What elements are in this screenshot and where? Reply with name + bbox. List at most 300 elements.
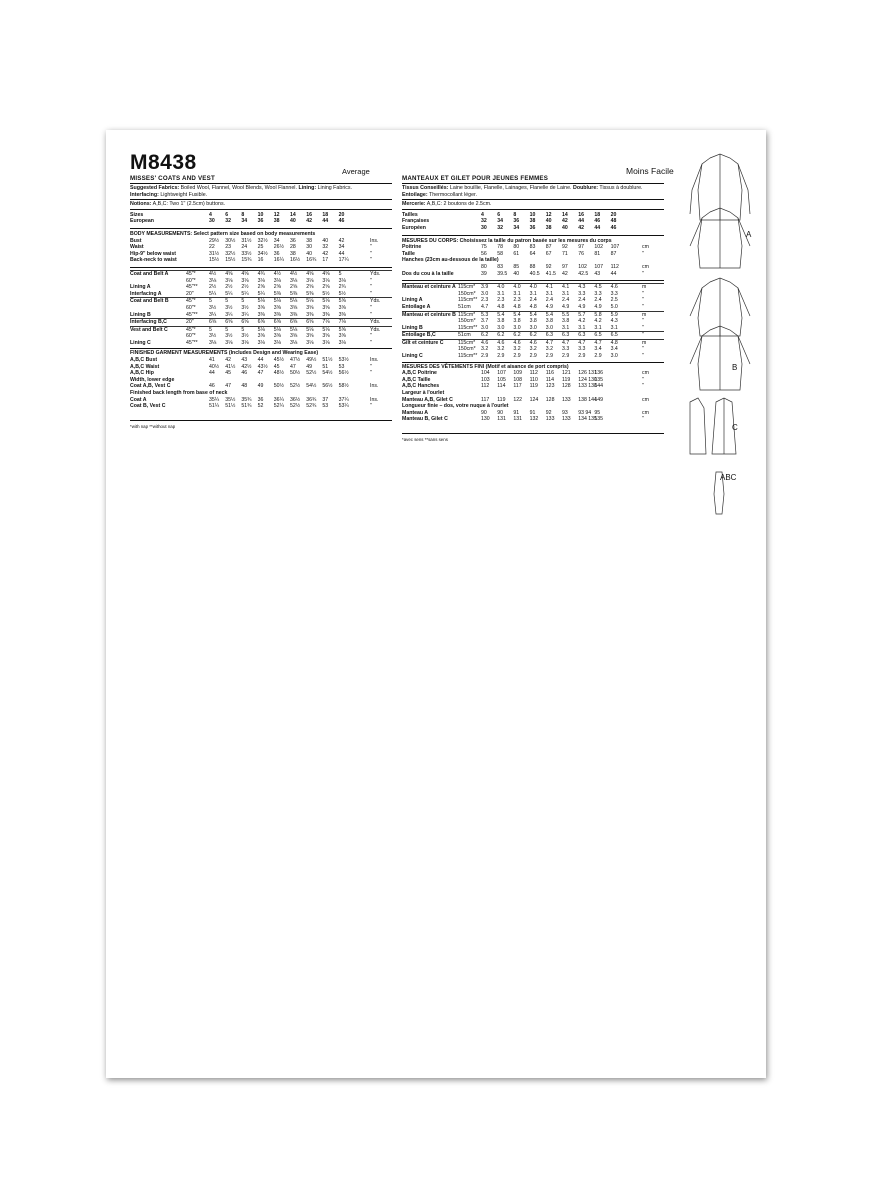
fr-body-row-cell: 92 — [562, 244, 568, 251]
en-fabric-row: Lining B 45"** 3¼ 3¼ 3¼ 3⅜ 3⅜ 3⅜ 3⅜ 3⅜ 3⅜ " — [130, 311, 372, 318]
en-finished-row-cell: 51½ — [322, 357, 333, 364]
en-body-row-cell: 36 — [273, 250, 280, 257]
en-finished-row-cell: 42 — [225, 357, 231, 364]
en-body-row-cell: 15½ — [209, 257, 220, 264]
en-european-row-cell: 46 — [338, 218, 345, 225]
en-fabric-row-cell: 3⅛ — [290, 339, 298, 346]
en-sizes-row-cell: 6 — [225, 211, 229, 218]
en-fabric-row-cell: 6⅝ — [257, 319, 265, 326]
fr-sizes-row-cell: 8 — [513, 211, 517, 218]
en-finished-row-cell: 47 — [225, 383, 231, 390]
fr-body-row-cell: 39 — [481, 270, 487, 277]
en-body-row-cell: 17 — [322, 257, 329, 264]
en-rule-4 — [130, 267, 392, 268]
en-body-row-cell: 32½ — [225, 250, 236, 257]
en-finished-row-cell: 40½ — [209, 363, 220, 370]
en-european-row-cell: 34 — [241, 218, 248, 225]
en-body-row-cell: 31½ — [241, 237, 252, 244]
en-fabric-row-cell: 3⅛ — [225, 339, 233, 346]
fr-finished-row: Manteau A 90 90 91 91 92 93 93 94 95 cm — [402, 409, 649, 416]
en-european-row: European 30 32 34 36 38 40 42 44 46 — [130, 218, 345, 225]
en-body-row-cell: 15¾ — [241, 257, 252, 264]
en-fabric-row-cell: 2¾ — [338, 284, 346, 291]
fr-fabric-row-cell: 3.1 — [562, 324, 570, 331]
figure-label-c: C — [732, 423, 738, 432]
fr-fabric-row: Entoilage B,C 51cm 6.2 6.2 6.2 6.2 6.3 6.3 6.3 6.5 6.5 " — [402, 331, 664, 339]
en-fabric-row-cell: 3⅝ — [322, 304, 330, 311]
en-body-row-cell: 40 — [322, 237, 329, 244]
fr-fabric-row-cell: 5.4 — [497, 311, 505, 318]
fr-finished-row-cell: 109 — [513, 370, 523, 377]
en-body-row: Bust 29½ 30½ 31½ 32½ 34 36 38 40 42 Ins. — [130, 237, 379, 244]
fr-fabric-row-cell: 6.3 — [562, 332, 570, 339]
fr-francaises-row-cell: 34 — [497, 218, 503, 225]
fr-fabric-row-cell: 2.4 — [545, 297, 554, 304]
figure-label-abc: ABC — [720, 473, 737, 482]
en-finished-row-cell: 52½ — [290, 383, 301, 390]
fr-fabric-row-cell: 4.1 — [562, 284, 570, 291]
fr-fabric-row-cell: 2.9 — [578, 353, 586, 360]
fr-francaises-row-cell: 48 — [610, 218, 617, 225]
fr-body-row-cell: 44 — [610, 270, 617, 277]
en-finished-row: Coat A,B, Vest C 46 47 48 49 50½ 52½ 54½ 56½ 58½ Ins. — [130, 383, 379, 390]
figure-label-a: A — [746, 230, 752, 239]
en-finished-row-cell: 48½ — [273, 370, 284, 377]
vest-c-sketch — [690, 398, 736, 454]
en-body-row: Back-neck to waist 15½ 15½ 15¾ 16 16¼ 16½ 16¾ 17 17¼ " — [130, 257, 372, 264]
fr-fabric-row-cell: 2.9 — [513, 353, 521, 360]
en-sizes-row-cell: 12 — [273, 211, 280, 218]
en-fabric-row-cell: 5 — [209, 298, 212, 305]
en-body-row-cell: 44 — [338, 250, 345, 257]
fr-fabric-row: 150cm* 3.2 3.2 3.2 3.2 3.2 3.3 3.3 3.4 3.4 " — [458, 346, 644, 353]
en-fabric-row-cell: 6⅝ — [241, 319, 249, 326]
fr-european-row-cell: 30 — [481, 224, 487, 231]
fr-fabric-row-cell: 4.7 — [578, 339, 586, 346]
en-body-row-cell: 42 — [338, 237, 345, 244]
fr-finished-row-cell: 110 — [529, 376, 538, 383]
en-body-row-cell: 34 — [273, 237, 280, 244]
fr-european-row-cell: 38 — [545, 224, 552, 231]
en-finished-row: Coat B, Vest C 51¼ 51½ 51¾ 52 52¼ 52½ 52¾ 53 53¼ " — [130, 403, 372, 410]
pattern-number: M8438 — [130, 151, 197, 174]
en-finished-row-cell: 53 — [338, 363, 345, 370]
fr-fabric-row-cell: 3.7 — [481, 318, 489, 325]
fr-fabric-row-cell: 4.0 — [529, 284, 537, 291]
fr-finished-row-cell: 133 — [545, 416, 555, 423]
fr-fabric-row-cell: 3.1 — [497, 290, 505, 297]
fr-body-row-cell: 87 — [545, 244, 552, 251]
en-european-row-cell: 30 — [209, 218, 215, 225]
fr-body-row-cell: 67 — [545, 250, 552, 257]
fr-fabric-row-cell: 3.3 — [610, 290, 618, 297]
fr-european-row-cell: 34 — [513, 224, 520, 231]
en-body-row-cell: 34 — [338, 244, 345, 251]
fr-finished-row-cell: 131 — [497, 416, 506, 423]
en-finished-row: A,B,C Waist 40½ 41½ 42½ 43½ 45 47 49 51 53 " — [130, 363, 372, 370]
en-finished-row-cell: 41½ — [225, 363, 236, 370]
en-finished-row-cell: 54½ — [306, 383, 317, 390]
fr-fabric-row-cell: 2.4 — [529, 297, 537, 304]
fr-francaises-row: Françaises 32 34 36 38 40 42 44 46 48 — [402, 218, 617, 225]
en-body-row-cell: 26½ — [273, 244, 284, 251]
en-finished-row-cell: 52½ — [290, 403, 301, 410]
fr-fabric-row-cell: 2.9 — [594, 353, 602, 360]
en-finished-row: Width, lower edge — [130, 376, 175, 383]
fr-francaises-row-cell: 46 — [594, 218, 601, 225]
fr-fabric-row-cell: 3.1 — [529, 290, 537, 297]
en-fabric-row-cell: 6⅝ — [290, 319, 298, 326]
en-fabric-row-cell: 3½ — [225, 304, 233, 311]
en-finished-row-cell: 43½ — [257, 363, 268, 370]
en-finished-row-cell: 46 — [209, 383, 215, 390]
fr-fabric-row-cell: 2.9 — [497, 353, 505, 360]
fr-finished-row-cell: 130 — [481, 416, 490, 423]
en-sizes-row-cell: 10 — [257, 211, 264, 218]
fr-fabric-row-cell: 6.2 — [513, 332, 521, 339]
fr-body-row-cell: 39.5 — [497, 270, 508, 277]
en-rule-2 — [130, 209, 392, 210]
en-european-row-cell: 40 — [290, 218, 296, 225]
fr-body-row-cell: 40 — [513, 270, 520, 277]
en-fabric-row-cell: 2⅝ — [290, 284, 298, 291]
fr-body-row-cell: 78 — [497, 244, 503, 251]
fr-finished-row-cell: 124 130 — [578, 376, 597, 383]
en-fabric-row-cell: 3¼ — [241, 311, 249, 318]
fr-fabric-row: 150cm* 3.0 3.1 3.1 3.1 3.1 3.1 3.3 3.3 3.3 " — [458, 290, 644, 297]
fr-finished-row-cell: 131 — [513, 416, 523, 423]
fr-fabric-row-cell: 4.7 — [562, 339, 570, 346]
fr-finished-row-cell: 134 135 — [578, 416, 597, 423]
fr-finished-row-cell: 105 — [497, 376, 506, 383]
en-fabric-row-cell: 5⅜ — [306, 290, 314, 297]
fr-finished-row-cell: 90 — [481, 409, 487, 416]
en-fabric-row-cell: 5⅝ — [338, 326, 346, 333]
fr-finished-row-cell: 112 — [529, 370, 538, 377]
en-fabric-row-cell: 3⅛ — [225, 277, 233, 284]
en-fabric-row-cell: 3⅛ — [241, 339, 249, 346]
fr-fabric-row-cell: 3.8 — [497, 318, 505, 325]
fr-fabric-row-cell: 6.5 — [610, 332, 618, 339]
fr-sizes-row-cell: 20 — [610, 211, 617, 218]
en-rule-6 — [130, 420, 392, 421]
en-finished-row: Coat A 35¼ 35½ 35¾ 36 36¼ 36½ 36¾ 37 37¼ Ins. — [130, 396, 379, 403]
en-fabric-row-cell: 3⅜ — [322, 311, 330, 318]
fr-body-row-cell: 42.5 — [578, 270, 589, 277]
en-fabric-row-cell: 4¾ — [257, 270, 265, 277]
fr-francaises-row-cell: 42 — [562, 218, 568, 225]
fr-finished-row-cell: 133 138 — [578, 383, 597, 390]
fr-body-row-cell: 80 — [481, 263, 487, 270]
fr-fabric-row-cell: 6.2 — [481, 332, 489, 339]
fr-sizes-row-cell: 6 — [497, 211, 501, 218]
fr-body-row-cell: 87 — [610, 250, 617, 257]
fr-fabric-row-cell: 4.8 — [529, 303, 537, 310]
en-fabric-row-cell: 5¼ — [225, 290, 233, 297]
fr-fabric-row-cell: 4.6 — [481, 339, 489, 346]
en-body-row-cell: 32½ — [257, 237, 268, 244]
fr-fabric-row-cell: 2.9 — [529, 353, 537, 360]
en-fabric-row-cell: 3⅛ — [338, 277, 346, 284]
en-body-row-cell: 16½ — [290, 257, 301, 264]
en-fabric-row-cell: 2½ — [225, 284, 233, 291]
en-body-row-cell: 42 — [322, 250, 329, 257]
en-finished-row-cell: 36 — [257, 396, 264, 403]
fr-finished-row-cell: 126 131 — [578, 370, 597, 377]
fr-european-row-cell: 42 — [578, 224, 584, 231]
en-body-row-cell: 22 — [209, 244, 215, 251]
en-footnote: *with nap **without nap — [130, 423, 176, 429]
en-fabric-row-cell: 3⅛ — [306, 339, 314, 346]
fr-finished-row-cell: 128 — [545, 396, 555, 403]
fr-fabric-row-cell: 3.8 — [545, 318, 554, 325]
fr-fabric-row-cell: 2.4 — [594, 297, 602, 304]
en-body-row: Waist 22 23 24 25 26½ 28 30 32 34 " — [130, 244, 372, 251]
fr-body-row: Dos du cou à la taille 39 39.5 40 40.5 41.5 42 42.5 43 44 " — [402, 270, 644, 277]
en-finished-row-cell: 47½ — [290, 357, 301, 364]
fr-francaises-row-cell: 38 — [529, 218, 536, 225]
en-body-row-cell: 38 — [290, 250, 296, 257]
en-fabric-row: Lining A 45"** 2½ 2½ 2½ 2⅝ 2⅝ 2⅝ 2⅝ 2⅝ 2¾ " — [130, 284, 372, 291]
en-finished-row-cell: 37¼ — [338, 396, 349, 403]
fr-fabric-row: 150cm* 3.7 3.8 3.8 3.8 3.8 3.8 4.2 4.2 4.3 " — [458, 318, 644, 325]
fr-rule-5 — [402, 362, 664, 363]
en-finished-row-cell: 54½ — [322, 370, 333, 377]
en-fabric-row-cell: 3⅛ — [322, 339, 330, 346]
fr-fabric-row-cell: 5.4 — [513, 311, 521, 318]
en-fabric-row-cell: 4⅝ — [322, 270, 330, 277]
en-finished-row-cell: 43 — [241, 357, 248, 364]
fr-fabric-row-cell: 3.2 — [481, 346, 489, 353]
en-fabric-row-cell: 4⅝ — [306, 270, 314, 277]
fr-fabric-row-cell: 6.3 — [578, 332, 586, 339]
fr-fabric-row-cell: 3.1 — [545, 290, 554, 297]
fr-rule-2 — [402, 209, 664, 210]
en-fabric-row-cell: 3⅜ — [338, 311, 346, 318]
fr-sizes-row-cell: 4 — [481, 211, 484, 218]
fr-body-row-cell: 102 — [578, 263, 587, 270]
fr-fabric-row-cell: 4.2 — [578, 318, 586, 325]
fr-notions: Mercerie: A,B,C: 2 boutons de 2.5cm. — [402, 201, 492, 208]
fr-finished-row-cell: 117 — [481, 396, 490, 403]
fr-fabric-row-cell: 4.0 — [513, 284, 521, 291]
en-fabric-row-cell: 3⅛ — [290, 277, 298, 284]
fr-finished-row-cell: 91 — [513, 409, 520, 416]
fr-fabric-row-cell: 4.0 — [497, 284, 505, 291]
en-rule-3 — [130, 228, 392, 229]
en-body-row-cell: 16¾ — [306, 257, 317, 264]
fr-fabric-row-cell: 2.9 — [545, 353, 554, 360]
difficulty-fr: Moins Facile — [626, 166, 674, 176]
fr-fabric-row-cell: 6.5 — [594, 332, 602, 339]
en-fabric-row-cell: 3⅛ — [306, 277, 314, 284]
en-fabric-row-cell: 3⅝ — [338, 333, 346, 340]
en-fabric-row-cell: 5⅛ — [306, 298, 314, 305]
fr-body-row-cell: 107 — [594, 263, 604, 270]
fr-finished-row-cell: 91 — [529, 409, 536, 416]
fr-fabric-row-cell: 4.7 — [481, 303, 489, 310]
fr-finished-head: MESURES DES VÊTEMENTS FINI (Motif et aisance de port compris) — [402, 363, 569, 370]
fr-european-row-cell: 44 — [594, 224, 601, 231]
fr-fabric-row-cell: 3.0 — [497, 324, 505, 331]
fr-fabric-row-cell: 5.7 — [578, 311, 586, 318]
fr-finished-row-cell: 119 — [529, 383, 538, 390]
en-finished-row-cell: 49 — [257, 383, 264, 390]
en-fabric-row-cell: 5 — [241, 326, 245, 333]
en-body-row-cell: 34½ — [257, 250, 268, 257]
en-fabric-row-cell: 4⅝ — [225, 270, 233, 277]
fr-finished-row-cell: 121 — [562, 370, 571, 377]
en-finished-row: A,B,C Bust 41 42 43 44 45½ 47½ 49½ 51½ 53½ Ins. — [130, 357, 379, 364]
en-european-row-cell: 38 — [273, 218, 280, 225]
fr-finished-row-cell: 93 94 — [578, 409, 592, 416]
fr-fabric-row-cell: 5.4 — [545, 311, 554, 318]
fr-fabric-row-cell: 3.0 — [529, 324, 537, 331]
fr-fabric-row-cell: 5.8 — [594, 311, 602, 318]
en-finished-row-cell: 46 — [241, 370, 248, 377]
fr-fabric-row-cell: 3.3 — [594, 290, 602, 297]
en-fabric-row-cell: 4⅝ — [241, 270, 249, 277]
en-body-row-cell: 32 — [322, 244, 329, 251]
fr-fabric-row-cell: 4.5 — [594, 284, 602, 291]
en-fabric-row-cell: 3⅝ — [273, 304, 282, 311]
en-fabric-row-cell: 5 — [225, 298, 229, 305]
en-body-row-cell: 30½ — [225, 237, 236, 244]
fr-fabric-row-cell: 4.9 — [545, 303, 554, 310]
en-fabric-row-cell: 3⅛ — [209, 339, 217, 346]
en-fabric-row: Interfacing A 20" 5¼ 5¼ 5¼ 5¼ 5⅜ 5⅜ 5⅜ 5½ 5½ " — [130, 290, 372, 297]
fr-sizes-row-cell: 14 — [562, 211, 568, 218]
fr-finished-row-cell: 136 — [594, 370, 604, 377]
en-finished-row-cell: 56½ — [322, 383, 333, 390]
en-fabric-row-cell: 5½ — [338, 290, 346, 297]
en-fabric-row: 60"* 3½ 3½ 3½ 3⅝ 3⅝ 3⅝ 3⅝ 3⅝ 3⅝ " — [186, 304, 372, 311]
fr-european-row-cell: 36 — [529, 224, 536, 231]
fr-finished-row-cell: 116 — [545, 370, 555, 377]
fr-finished-row-cell: 95 — [594, 409, 601, 416]
en-finished-row-cell: 45 — [273, 363, 280, 370]
fr-fabrics: Tissus Conseillés: Laine bouillie, Flanelle, Lainages, Flanelle de Laine. Doublure: Tissus à doublure. — [402, 185, 643, 191]
en-fabric-row-cell: 3⅛ — [273, 277, 282, 284]
fr-fabric-row-cell: 4.7 — [594, 339, 602, 346]
fr-finished-row-cell: 122 — [513, 396, 523, 403]
fr-finished-row-cell: 124 — [529, 396, 539, 403]
fr-fabric-row-cell: 3.4 — [594, 346, 602, 353]
en-fabric-row-cell: 3½ — [209, 304, 217, 311]
fr-title-rule — [402, 183, 664, 184]
fr-body-row-cell: 41.5 — [545, 270, 556, 277]
fr-finished-row-cell: 92 — [545, 409, 552, 416]
en-fabric-row-cell: 5 — [209, 326, 212, 333]
coat-b-sketch-2 — [690, 326, 750, 390]
en-finished-row: Finished back length from base of neck — [130, 390, 228, 397]
en-fabric-row-cell: 5⅛ — [257, 298, 265, 305]
en-fabric-row-cell: 4½ — [273, 270, 282, 277]
fr-sizes-row-cell: 10 — [529, 211, 536, 218]
en-fabric-row-cell: 5⅛ — [322, 326, 330, 333]
fr-rule-1 — [402, 199, 664, 200]
fr-fabric-row-cell: 2.3 — [513, 297, 521, 304]
fr-fabric-row-cell: 3.2 — [545, 346, 554, 353]
en-body-row-cell: 40 — [306, 250, 312, 257]
en-finished-row-cell: 52½ — [306, 370, 317, 377]
en-fabric-row-cell: 2⅝ — [273, 284, 282, 291]
en-finished-row-cell: 45 — [225, 370, 231, 377]
en-fabric-row: Lining C 45"** 3⅛ 3⅛ 3⅛ 3⅛ 3⅛ 3⅛ 3⅛ 3⅛ 3⅛ " — [130, 339, 372, 346]
en-fabric-row-cell: 3⅛ — [338, 339, 346, 346]
en-fabric-row-cell: 3⅛ — [257, 339, 265, 346]
fr-sizes-row-cell: 16 — [578, 211, 584, 218]
en-finished-head: FINISHED GARMENT MEASUREMENTS (Includes Design and Wearing Ease) — [130, 350, 319, 357]
fr-finished-row-cell: 128 — [562, 383, 571, 390]
en-fabric-row-cell: 2⅝ — [306, 284, 314, 291]
en-fabric-row: 60"* 3⅛ 3⅛ 3⅛ 3⅛ 3⅛ 3⅛ 3⅛ 3⅛ 3⅛ " — [186, 277, 372, 284]
fr-european-row-cell: 46 — [610, 224, 617, 231]
en-fabric-row-cell: 3⅝ — [306, 333, 314, 340]
en-title-rule — [130, 183, 392, 184]
fr-body-row-cell: 83 — [529, 244, 536, 251]
difficulty-en: Average — [342, 167, 370, 176]
fr-body-row-cell: 97 — [562, 263, 568, 270]
fr-finished-row-cell: 135 — [594, 376, 604, 383]
en-sizes-row-cell: 20 — [338, 211, 345, 218]
en-finished-row-cell: 35½ — [225, 396, 236, 403]
fr-body-row-cell: 40.5 — [529, 270, 540, 277]
fr-european-row-cell: 40 — [562, 224, 568, 231]
fr-body-row: Taille 56 58 61 64 67 71 76 81 87 " — [402, 250, 644, 257]
en-finished-row-cell: 50½ — [273, 383, 284, 390]
en-fabric-row-cell: 7⅛ — [322, 319, 330, 326]
fr-francaises-row-cell: 32 — [481, 218, 487, 225]
en-finished-row-cell: 48 — [241, 383, 248, 390]
fr-fabric-row-cell: 4.8 — [610, 339, 618, 346]
fr-body-row-cell: 58 — [497, 250, 503, 257]
fr-fabric-row: Manteau et ceinture A 115cm* 3.9 4.0 4.0 4.0 4.1 4.1 4.3 4.5 4.6 m — [402, 283, 664, 291]
fr-finished-row-cell: 119 — [497, 396, 506, 403]
en-fabric-row-cell: 3⅜ — [306, 311, 314, 318]
fr-fabric-row-cell: 4.7 — [545, 339, 554, 346]
fr-fabric-row: Lining A 115cm** 2.3 2.3 2.3 2.4 2.4 2.4 2.4 2.4 2.5 " — [402, 297, 644, 304]
en-body-row-cell: 38 — [306, 237, 312, 244]
fr-fabric-row: Lining B 115cm** 3.0 3.0 3.0 3.0 3.0 3.1 3.1 3.1 3.1 " — [402, 324, 644, 331]
fr-body-row-cell: 83 — [497, 263, 503, 270]
fr-rule-4 — [402, 280, 664, 281]
en-fabric-row-cell: 5⅛ — [322, 298, 330, 305]
fr-body-row-cell: 81 — [594, 250, 601, 257]
coat-a-sketch-2 — [690, 208, 750, 268]
fr-francaises-row-cell: 44 — [578, 218, 584, 225]
en-finished-row-cell: 58½ — [338, 383, 349, 390]
fr-finished-row-cell: 107 — [497, 370, 506, 377]
fr-finished-row-cell: 114 — [497, 383, 506, 390]
fr-body-row-cell: 64 — [529, 250, 536, 257]
fr-fabric-row-cell: 2.3 — [481, 297, 489, 304]
en-fabric-row-cell: 3½ — [225, 333, 233, 340]
fr-body-row-cell: 80 — [513, 244, 520, 251]
fr-fabric-row-cell: 3.0 — [610, 353, 618, 360]
en-fabric-row-cell: 5¼ — [241, 290, 249, 297]
fr-fabric-row-cell: 3.1 — [594, 324, 602, 331]
fr-finished-row-cell: 133 — [562, 396, 571, 403]
en-fabric-row-cell: 3⅝ — [306, 304, 314, 311]
en-finished-row-cell: 49½ — [306, 357, 317, 364]
fr-finished-row: Manteau A,B, Gilet C 117 119 122 124 128 133 138 144 149 cm — [402, 396, 649, 403]
fr-rule-3 — [402, 235, 664, 236]
fr-fabric-row-cell: 4.6 — [513, 339, 521, 346]
fr-fabric-row-cell: 6.2 — [529, 332, 537, 339]
fr-european-row: Européen 30 32 34 36 38 40 42 44 46 — [402, 224, 617, 231]
en-fabric-row-cell: 4½ — [209, 270, 217, 277]
